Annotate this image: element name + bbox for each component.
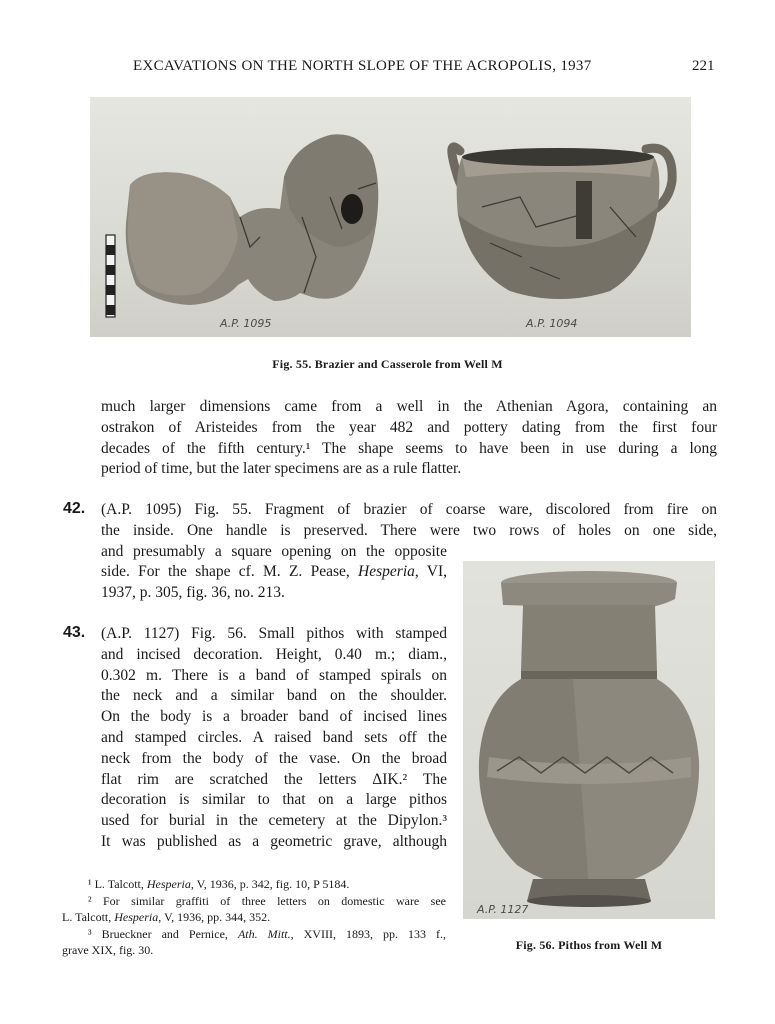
footnote-2-post: , V, 1936, pp. 344, 352. — [158, 910, 271, 924]
figure-55-photo — [90, 97, 691, 337]
footnote-2-pre: L. Talcott, — [62, 910, 115, 924]
figure-55-label-right: A.P. 1094 — [526, 317, 578, 330]
pithos — [479, 571, 699, 907]
entry-43-line: 0.302 m. There is a band of stamped spirals on — [101, 666, 447, 684]
footnote-3-post: , XVIII, 1893, pp. 133 f., — [290, 926, 446, 941]
entry-42-line4-post: , VI, — [414, 563, 447, 581]
running-head: EXCAVATIONS ON THE NORTH SLOPE OF THE ACROPOLIS, 1937 — [133, 58, 592, 74]
entry-43-line: and incised decoration. Height, 0.40 m.; diam., — [101, 645, 447, 663]
footnote-3-pre: ³ Brueckner and Pernice, — [88, 926, 238, 941]
entry-42-line: (A.P. 1095) Fig. 55. Fragment of brazier of coarse ware, discolored from fire on — [101, 501, 717, 518]
figure-55-label-left: A.P. 1095 — [220, 317, 272, 330]
entry-42-line: and presumably a square opening on the opposite — [101, 542, 447, 560]
footnote-1-journal: Hesperia — [146, 877, 191, 891]
footnote-3-journal: Ath. Mitt. — [237, 926, 291, 941]
entry-42-line: 1937, p. 305, fig. 36, no. 213. — [101, 584, 285, 602]
brazier-fragment — [126, 134, 379, 305]
entry-43-number: 43. — [63, 624, 86, 641]
figure-56-photo — [463, 561, 715, 919]
casserole — [452, 147, 672, 299]
entry-43-line: neck from the body of the vase. On the broad — [101, 749, 447, 767]
entry-43-line: and stamped circles. A raised band sets off the — [101, 728, 447, 746]
intro-paragraph — [101, 397, 717, 480]
figure-56-caption: Fig. 56. Pithos from Well M — [515, 938, 663, 952]
footnote-3-line-1 — [62, 926, 446, 943]
entry-42-line — [101, 562, 447, 583]
entry-43-line: On the body is a broader band of incised lines — [101, 708, 447, 726]
footnote-1-post: , V, 1936, p. 342, fig. 10, P 5184. — [190, 877, 350, 891]
entry-42-line: the inside. One handle is preserved. There were two rows of holes on one side, — [101, 521, 717, 539]
page-header — [0, 58, 775, 80]
intro-line: much larger dimensions came from a well in the Athenian Agora, containing an — [101, 398, 717, 415]
footnotes — [62, 876, 446, 959]
entry-43-line: decoration is similar to that on a large pithos — [101, 791, 447, 809]
footnote-3-line-2: grave XIX, fig. 30. — [62, 943, 154, 957]
scale-bar — [106, 235, 115, 317]
entry-43-line: flat rim are scratched the letters ΔΙΚ.² The — [101, 770, 447, 788]
entry-42-number: 42. — [63, 500, 86, 517]
intro-line: period of time, but the later specimens are as a rule flatter. — [101, 460, 462, 478]
intro-line: ostrakon of Aristeides from the year 482 and pottery dating from the first four — [101, 418, 717, 436]
footnote-2-line-1: ² For similar graffiti of three letters on domestic ware see — [88, 893, 446, 908]
footnote-2-journal: Hesperia — [114, 910, 159, 924]
intro-line: decades of the fifth century.¹ The shape seems to have been in use during a long — [101, 439, 717, 457]
entry-43-text — [101, 624, 447, 853]
footnote-1-pre: ¹ L. Talcott, — [88, 877, 147, 891]
entry-43-line: used for burial in the cemetery at the Dipylon.³ — [101, 812, 447, 830]
footnote-1 — [62, 876, 446, 893]
entry-43-line: the neck and a similar band on the shoulder. — [101, 687, 447, 705]
page-number: 221 — [692, 58, 715, 74]
entry-43-line: It was published as a geometric grave, although — [101, 832, 447, 850]
figure-55-artwork — [90, 97, 691, 337]
entry-42-line4-pre: side. For the shape cf. M. Z. Pease, — [101, 563, 359, 581]
figure-56-artwork — [463, 561, 715, 919]
figure-55-caption: Fig. 55. Brazier and Casserole from Well M — [272, 357, 503, 371]
figure-56-label: A.P. 1127 — [477, 903, 529, 916]
journal-title: Hesperia — [358, 563, 415, 581]
footnote-2-line-2 — [62, 909, 446, 926]
entry-43-line: (A.P. 1127) Fig. 56. Small pithos with stamped — [101, 625, 447, 642]
